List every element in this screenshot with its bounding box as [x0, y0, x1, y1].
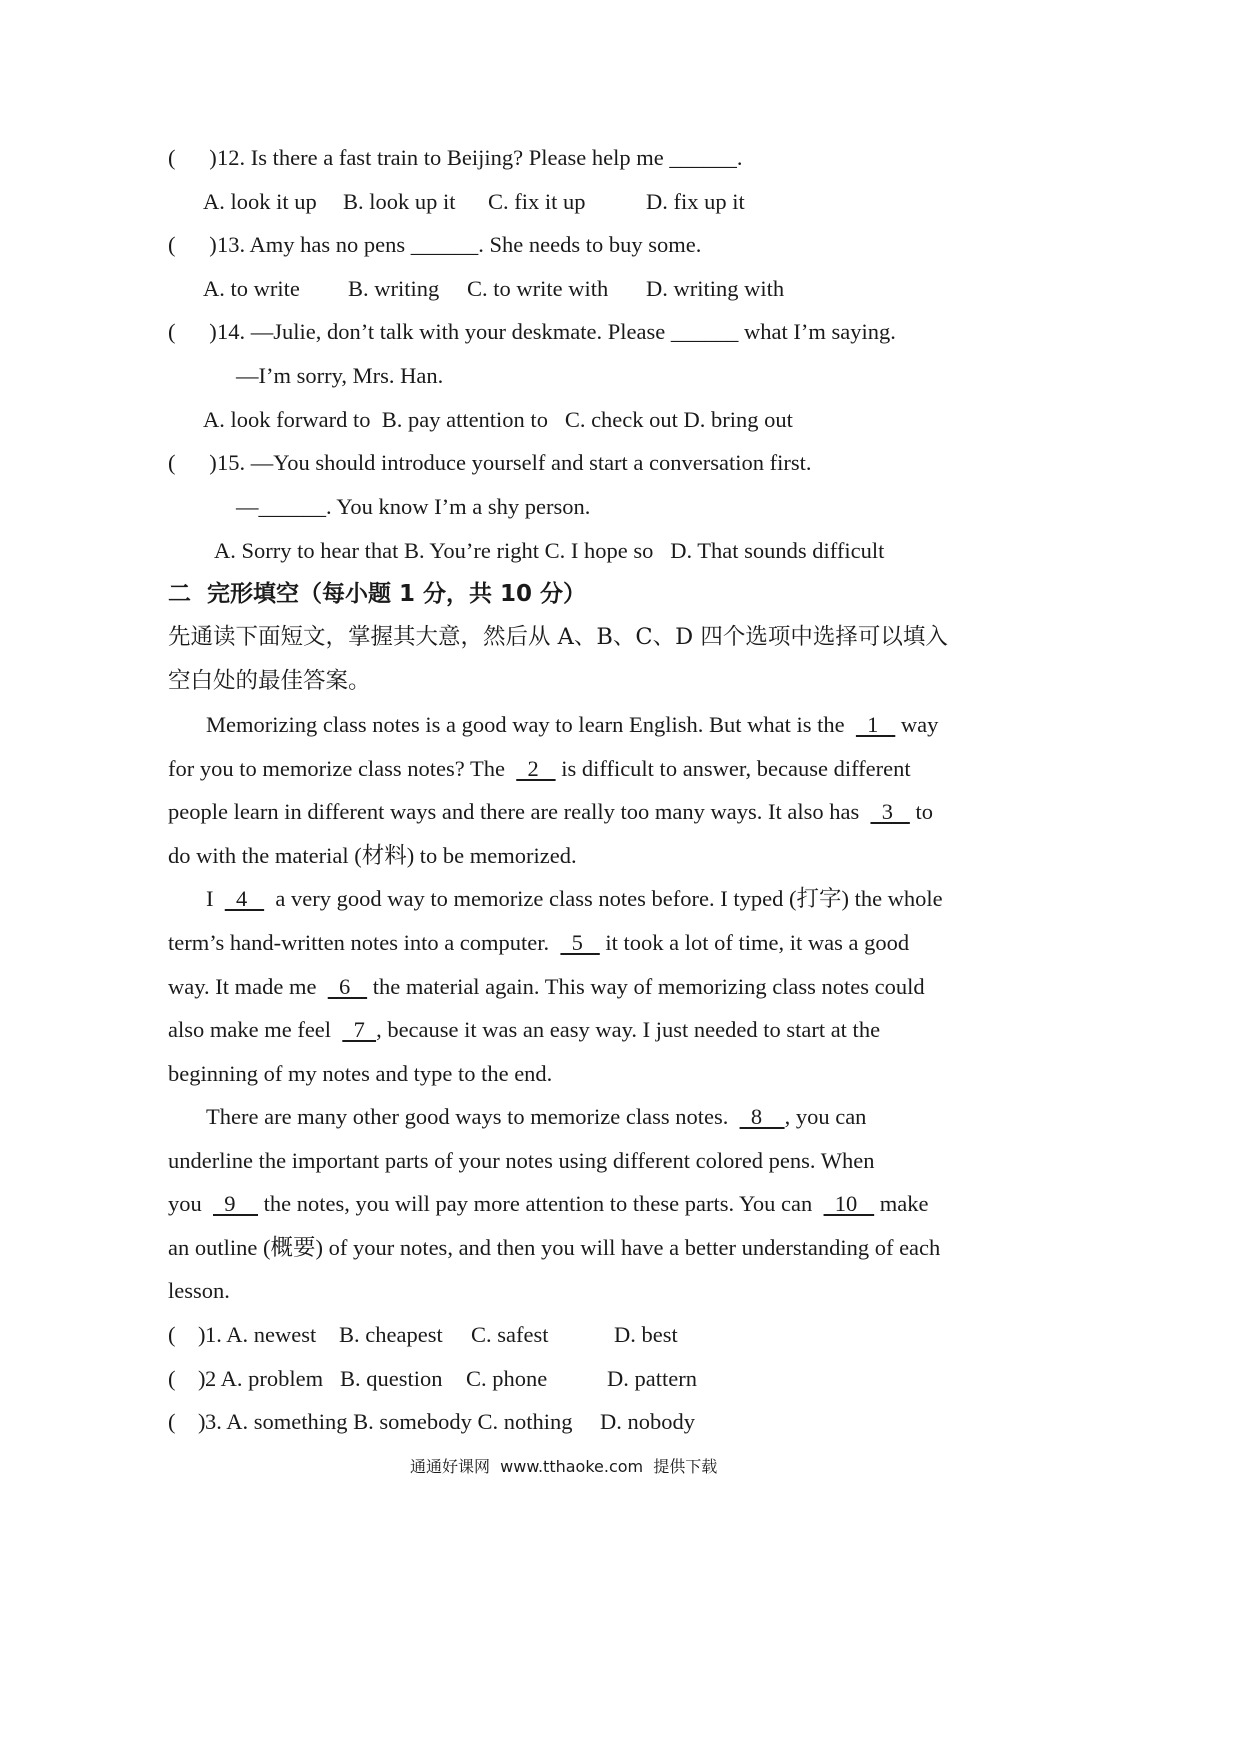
blank-7: 7	[342, 1017, 377, 1042]
section-heading: 二 完形填空（每小题 1 分，共 10 分）	[168, 581, 587, 607]
passage-line: do with the material (材料) to be memorized.	[168, 843, 577, 868]
passage-line	[206, 884, 943, 914]
answer-paren-15: ( )	[168, 450, 217, 475]
text: Memorizing class notes is a good way to learn English. But what is the	[206, 712, 856, 737]
q12-option-c: C. fix it up	[488, 189, 586, 214]
q12-option-a: A. look it up	[203, 189, 317, 214]
text: , you can	[784, 1104, 867, 1129]
passage-line: an outline (概要) of your notes, and then you will have a better understanding of each	[168, 1235, 941, 1260]
passage-line: beginning of my notes and type to the end.	[168, 1061, 553, 1086]
passage-line	[168, 797, 933, 827]
cloze-2-option-a: 2 A. problem	[205, 1366, 324, 1391]
cloze-paren-1: ( )	[168, 1322, 206, 1347]
passage-line	[168, 972, 925, 1002]
text: way	[895, 712, 939, 737]
question-14-reply: —I’m sorry, Mrs. Han.	[236, 363, 444, 388]
cloze-3-option-d: D. nobody	[600, 1409, 695, 1434]
passage-line: lesson.	[168, 1278, 230, 1303]
blank-6: 6	[327, 974, 368, 999]
passage-line	[168, 754, 911, 784]
text: a very good way to memorize class notes before. I typed (打字) the whole	[264, 886, 943, 911]
cloze-paren-3: ( )	[168, 1409, 206, 1434]
question-15-reply	[236, 492, 590, 522]
blank-4: 4	[224, 886, 265, 911]
cloze-1-option-a: 1. A. newest	[205, 1322, 317, 1347]
passage-line	[206, 1102, 866, 1132]
passage-line: underline the important parts of your notes using different colored pens. When	[168, 1148, 875, 1173]
blank-8: 8	[739, 1104, 785, 1129]
blank-1: 1	[855, 712, 896, 737]
cloze-2-option-d: D. pattern	[607, 1366, 697, 1391]
cloze-1-option-d: D. best	[614, 1322, 678, 1347]
q12-option-b: B. look up it	[343, 189, 456, 214]
text: people learn in different ways and there are really too many ways. It also has	[168, 799, 871, 824]
question-14-stem: 14. —Julie, don’t talk with your deskmate. Please ______ what I’m saying.	[217, 319, 896, 344]
reply-dash: —	[236, 494, 259, 519]
reply-blank: ______	[258, 494, 326, 519]
passage-line	[168, 1189, 929, 1219]
text: the material again. This way of memorizing class notes could	[367, 974, 925, 999]
text: is difficult to answer, because different	[555, 756, 911, 781]
text: it took a lot of time, it was a good	[599, 930, 910, 955]
text: for you to memorize class notes? The	[168, 756, 517, 781]
passage-line	[168, 1015, 880, 1045]
cloze-2-option-c: C. phone	[466, 1366, 548, 1391]
reply-rest: . You know I’m a shy person.	[326, 494, 591, 519]
text: I	[206, 886, 225, 911]
question-14-options: A. look forward to B. pay attention to C. check out D. bring out	[203, 407, 793, 432]
text: , because it was an easy way. I just needed to start at the	[376, 1017, 881, 1042]
question-15-stem: 15. —You should introduce yourself and start a conversation first.	[217, 450, 812, 475]
text: you	[168, 1191, 213, 1216]
passage-line	[206, 710, 938, 740]
cloze-paren-2: ( )	[168, 1366, 206, 1391]
text: to	[909, 799, 933, 824]
blank-9: 9	[213, 1191, 258, 1216]
cloze-2-option-b: B. question	[340, 1366, 443, 1391]
cloze-1-option-b: B. cheapest	[339, 1322, 443, 1347]
question-13-stem: 13. Amy has no pens ______. She needs to buy some.	[217, 232, 702, 257]
passage-line	[168, 928, 909, 958]
q13-option-b: B. writing	[348, 276, 440, 301]
text: also make me feel	[168, 1017, 343, 1042]
blank-5: 5	[560, 930, 600, 955]
q12-option-d: D. fix up it	[646, 189, 745, 214]
footer-source: 通通好课网 www.tthaoke.com 提供下载	[410, 1457, 718, 1476]
blank-2: 2	[516, 756, 556, 781]
blank-3: 3	[870, 799, 910, 824]
q13-option-d: D. writing with	[646, 276, 785, 301]
q13-option-a: A. to write	[203, 276, 300, 301]
text: There are many other good ways to memorize class notes.	[206, 1104, 740, 1129]
text: make	[874, 1191, 929, 1216]
q13-option-c: C. to write with	[467, 276, 609, 301]
cloze-1-option-c: C. safest	[471, 1322, 549, 1347]
question-15-options: A. Sorry to hear that B. You’re right C. I hope so D. That sounds difficult	[214, 538, 885, 563]
answer-paren-13: ( )	[168, 232, 217, 257]
text: the notes, you will pay more attention to these parts. You can	[258, 1191, 824, 1216]
text: term’s hand-written notes into a computer.	[168, 930, 561, 955]
answer-paren-12: ( )	[168, 145, 217, 170]
cloze-3-options-abc: 3. A. something B. somebody C. nothing	[205, 1409, 573, 1434]
section-instructions-line1: 先通读下面短文，掌握其大意，然后从 A、B、C、D 四个选项中选择可以填入	[168, 624, 948, 650]
section-instructions-line2: 空白处的最佳答案。	[168, 668, 371, 694]
question-12-stem: 12. Is there a fast train to Beijing? Please help me ______.	[217, 145, 743, 170]
blank-10: 10	[823, 1191, 875, 1216]
text: way. It made me	[168, 974, 328, 999]
answer-paren-14: ( )	[168, 319, 217, 344]
